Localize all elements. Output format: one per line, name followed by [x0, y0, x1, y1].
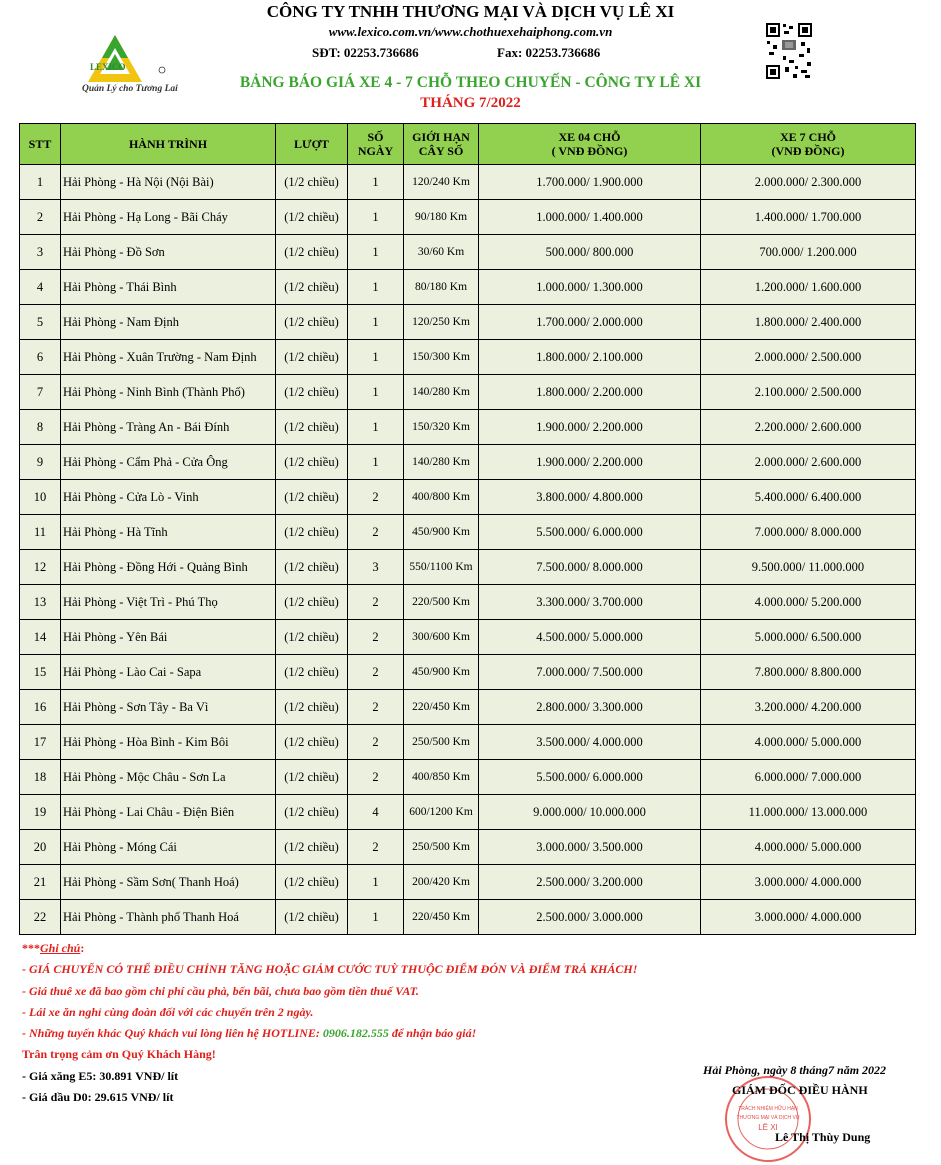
fax-number: Fax: 02253.736686	[497, 45, 601, 60]
cell-days: 1	[348, 445, 404, 480]
cell-route: Hải Phòng - Mộc Châu - Sơn La	[61, 760, 276, 795]
company-name: CÔNG TY TNHH THƯƠNG MẠI VÀ DỊCH VỤ LÊ XI	[266, 2, 675, 21]
cell-km: 550/1100 Km	[404, 550, 479, 585]
cell-price-4-seat: 7.000.000/ 7.500.000	[479, 655, 701, 690]
table-row	[20, 900, 916, 935]
cell-km: 140/280 Km	[404, 375, 479, 410]
cell-days: 2	[348, 515, 404, 550]
cell-km: 30/60 Km	[404, 235, 479, 270]
col-header-route: HÀNH TRÌNH	[61, 124, 276, 165]
cell-km: 140/280 Km	[404, 445, 479, 480]
col-header-stt: STT	[20, 124, 61, 165]
cell-price-7-seat: 3.200.000/ 4.200.000	[701, 690, 916, 725]
cell-route: Hải Phòng - Việt Trì - Phú Thọ	[61, 585, 276, 620]
cell-days: 1	[348, 865, 404, 900]
cell-trip: (1/2 chiều)	[276, 900, 348, 935]
signature-name: Lê Thị Thùy Dung	[775, 1130, 871, 1144]
cell-km: 90/180 Km	[404, 200, 479, 235]
logo-text: LEXICO	[90, 62, 126, 72]
cell-stt: 19	[20, 795, 61, 830]
cell-km: 400/850 Km	[404, 760, 479, 795]
cell-price-4-seat: 2.500.000/ 3.000.000	[479, 900, 701, 935]
notes-section	[22, 938, 637, 1108]
cell-trip: (1/2 chiều)	[276, 340, 348, 375]
cell-price-4-seat: 5.500.000/ 6.000.000	[479, 515, 701, 550]
cell-price-4-seat: 1.900.000/ 2.200.000	[479, 445, 701, 480]
cell-km: 450/900 Km	[404, 515, 479, 550]
document-header	[0, 0, 941, 120]
cell-km: 400/800 Km	[404, 480, 479, 515]
col-header-days	[348, 124, 404, 165]
cell-km: 250/500 Km	[404, 830, 479, 865]
table-row	[20, 585, 916, 620]
cell-price-4-seat: 1.000.000/ 1.300.000	[479, 270, 701, 305]
table-row	[20, 830, 916, 865]
note-line-4-end: để nhận báo giá!	[391, 1026, 477, 1041]
notes-stars: ***	[22, 941, 40, 955]
table-header-row	[20, 124, 916, 165]
cell-price-7-seat: 11.000.000/ 13.000.000	[701, 795, 916, 830]
cell-days: 2	[348, 480, 404, 515]
table-row	[20, 655, 916, 690]
cell-trip: (1/2 chiều)	[276, 760, 348, 795]
cell-price-4-seat: 3.300.000/ 3.700.000	[479, 585, 701, 620]
cell-trip: (1/2 chiều)	[276, 550, 348, 585]
cell-stt: 16	[20, 690, 61, 725]
cell-trip: (1/2 chiều)	[276, 585, 348, 620]
cell-price-7-seat: 2.000.000/ 2.300.000	[701, 165, 916, 200]
cell-days: 2	[348, 620, 404, 655]
cell-trip: (1/2 chiều)	[276, 865, 348, 900]
cell-days: 1	[348, 305, 404, 340]
cell-stt: 12	[20, 550, 61, 585]
cell-trip: (1/2 chiều)	[276, 515, 348, 550]
cell-price-7-seat: 1.200.000/ 1.600.000	[701, 270, 916, 305]
cell-route: Hải Phòng - Yên Bái	[61, 620, 276, 655]
cell-days: 1	[348, 375, 404, 410]
cell-days: 1	[348, 410, 404, 445]
table-row	[20, 795, 916, 830]
cell-stt: 22	[20, 900, 61, 935]
cell-route: Hải Phòng - Lai Châu - Điện Biên	[61, 795, 276, 830]
col-header-km-line1: GIỚI HẠN	[412, 130, 470, 144]
table-row	[20, 445, 916, 480]
cell-price-7-seat: 1.800.000/ 2.400.000	[701, 305, 916, 340]
cell-route: Hải Phòng - Hà Nội (Nội Bài)	[61, 165, 276, 200]
cell-route: Hải Phòng - Thành phố Thanh Hoá	[61, 900, 276, 935]
cell-days: 3	[348, 550, 404, 585]
cell-stt: 2	[20, 200, 61, 235]
cell-price-4-seat: 4.500.000/ 5.000.000	[479, 620, 701, 655]
cell-km: 120/240 Km	[404, 165, 479, 200]
cell-days: 2	[348, 760, 404, 795]
notes-header-label: Ghi chú	[40, 941, 81, 955]
page-title: BẢNG BÁO GIÁ XE 4 - 7 CHỖ THEO CHUYẾN - CÔNG TY LÊ XI	[239, 74, 702, 91]
cell-route: Hải Phòng - Hà Tĩnh	[61, 515, 276, 550]
note-line-4	[22, 1023, 637, 1044]
thanks-line: Trân trọng cảm ơn Quý Khách Hàng!	[22, 1047, 216, 1062]
cell-trip: (1/2 chiều)	[276, 795, 348, 830]
signature-date: Hải Phòng, ngày 8 tháng7 năm 2022	[703, 1063, 887, 1077]
table-row	[20, 270, 916, 305]
cell-price-7-seat: 4.000.000/ 5.000.000	[701, 725, 916, 760]
cell-stt: 15	[20, 655, 61, 690]
cell-trip: (1/2 chiều)	[276, 270, 348, 305]
cell-stt: 10	[20, 480, 61, 515]
note-line-3: - Lái xe ăn nghỉ cùng đoàn đối với các chuyến trên 2 ngày.	[22, 1004, 314, 1019]
note-line-1: - GIÁ CHUYẾN CÓ THỂ ĐIỀU CHỈNH TĂNG HOẶC GIẢM CƯỚC TUỲ THUỘC ĐIỂM ĐÓN VÀ ĐIỂM TRẢ KHÁCH!	[22, 962, 638, 977]
cell-price-4-seat: 5.500.000/ 6.000.000	[479, 760, 701, 795]
table-row	[20, 235, 916, 270]
cell-days: 4	[348, 795, 404, 830]
cell-price-4-seat: 2.500.000/ 3.200.000	[479, 865, 701, 900]
cell-route: Hải Phòng - Thái Bình	[61, 270, 276, 305]
cell-stt: 7	[20, 375, 61, 410]
cell-route: Hải Phòng - Xuân Trường - Nam Định	[61, 340, 276, 375]
col-header-days-line1: SỐ	[367, 130, 384, 144]
cell-stt: 6	[20, 340, 61, 375]
cell-route: Hải Phòng - Hòa Bình - Kim Bôi	[61, 725, 276, 760]
cell-trip: (1/2 chiều)	[276, 830, 348, 865]
cell-price-4-seat: 1.800.000/ 2.200.000	[479, 375, 701, 410]
cell-km: 200/420 Km	[404, 865, 479, 900]
table-row	[20, 375, 916, 410]
cell-route: Hải Phòng - Sầm Sơn( Thanh Hoá)	[61, 865, 276, 900]
cell-route: Hải Phòng - Tràng An - Bái Đính	[61, 410, 276, 445]
cell-trip: (1/2 chiều)	[276, 200, 348, 235]
cell-stt: 8	[20, 410, 61, 445]
cell-route: Hải Phòng - Đồ Sơn	[61, 235, 276, 270]
cell-trip: (1/2 chiều)	[276, 165, 348, 200]
qr-code-icon	[765, 22, 813, 80]
col-header-car7	[701, 124, 916, 165]
cell-route: Hải Phòng - Cẩm Phả - Cửa Ông	[61, 445, 276, 480]
cell-price-4-seat: 3.000.000/ 3.500.000	[479, 830, 701, 865]
table-row	[20, 515, 916, 550]
table-row	[20, 480, 916, 515]
cell-stt: 18	[20, 760, 61, 795]
cell-price-7-seat: 3.000.000/ 4.000.000	[701, 900, 916, 935]
cell-price-7-seat: 2.100.000/ 2.500.000	[701, 375, 916, 410]
cell-route: Hải Phòng - Nam Định	[61, 305, 276, 340]
hotline-number[interactable]: 0906.182.555	[322, 1026, 389, 1041]
cell-km: 80/180 Km	[404, 270, 479, 305]
table-row	[20, 550, 916, 585]
cell-price-4-seat: 500.000/ 800.000	[479, 235, 701, 270]
cell-price-7-seat: 4.000.000/ 5.000.000	[701, 830, 916, 865]
svg-text:TRÁCH NHIỆM HỮU HẠN: TRÁCH NHIỆM HỮU HẠN	[738, 1106, 798, 1112]
col-header-km	[404, 124, 479, 165]
cell-price-7-seat: 4.000.000/ 5.200.000	[701, 585, 916, 620]
cell-km: 220/450 Km	[404, 690, 479, 725]
cell-price-7-seat: 9.500.000/ 11.000.000	[701, 550, 916, 585]
cell-price-4-seat: 9.000.000/ 10.000.000	[479, 795, 701, 830]
note-line-4-start: - Những tuyến khác Quý khách vui lòng liên hệ HOTLINE:	[22, 1026, 320, 1041]
cell-km: 220/500 Km	[404, 585, 479, 620]
cell-trip: (1/2 chiều)	[276, 725, 348, 760]
cell-price-7-seat: 3.000.000/ 4.000.000	[701, 865, 916, 900]
cell-price-7-seat: 7.800.000/ 8.800.000	[701, 655, 916, 690]
cell-stt: 20	[20, 830, 61, 865]
cell-route: Hải Phòng - Hạ Long - Bãi Cháy	[61, 200, 276, 235]
col-header-car4	[479, 124, 701, 165]
cell-price-7-seat: 2.200.000/ 2.600.000	[701, 410, 916, 445]
cell-days: 1	[348, 900, 404, 935]
table-row	[20, 760, 916, 795]
cell-stt: 17	[20, 725, 61, 760]
col-header-days-line2: NGÀY	[357, 144, 394, 158]
cell-trip: (1/2 chiều)	[276, 480, 348, 515]
cell-trip: (1/2 chiều)	[276, 620, 348, 655]
cell-km: 300/600 Km	[404, 620, 479, 655]
col-header-car4-line1: XE 04 CHỖ	[558, 130, 621, 144]
cell-price-4-seat: 3.800.000/ 4.800.000	[479, 480, 701, 515]
svg-text:THƯƠNG MẠI VÀ DỊCH VỤ: THƯƠNG MẠI VÀ DỊCH VỤ	[736, 1115, 800, 1121]
cell-km: 150/320 Km	[404, 410, 479, 445]
cell-stt: 5	[20, 305, 61, 340]
col-header-car4-line2: ( VNĐ ĐỒNG)	[551, 144, 628, 158]
col-header-car7-line2: (VNĐ ĐỒNG)	[771, 144, 845, 158]
cell-km: 150/300 Km	[404, 340, 479, 375]
petrol-price: - Giá xăng E5: 30.891 VNĐ/ lít	[22, 1068, 179, 1083]
table-row	[20, 305, 916, 340]
cell-days: 1	[348, 235, 404, 270]
cell-price-7-seat: 5.400.000/ 6.400.000	[701, 480, 916, 515]
table-row	[20, 340, 916, 375]
cell-price-4-seat: 1.700.000/ 2.000.000	[479, 305, 701, 340]
cell-price-4-seat: 7.500.000/ 8.000.000	[479, 550, 701, 585]
cell-days: 2	[348, 585, 404, 620]
cell-km: 250/500 Km	[404, 725, 479, 760]
col-header-km-line2: CÂY SỐ	[418, 144, 464, 158]
cell-stt: 21	[20, 865, 61, 900]
table-row	[20, 725, 916, 760]
table-row	[20, 690, 916, 725]
cell-stt: 11	[20, 515, 61, 550]
cell-trip: (1/2 chiều)	[276, 375, 348, 410]
cell-stt: 3	[20, 235, 61, 270]
notes-header	[22, 938, 637, 959]
cell-price-7-seat: 6.000.000/ 7.000.000	[701, 760, 916, 795]
table-row	[20, 865, 916, 900]
cell-route: Hải Phòng - Đồng Hới - Quảng Bình	[61, 550, 276, 585]
cell-km: 120/250 Km	[404, 305, 479, 340]
col-header-car7-line1: XE 7 CHỖ	[779, 130, 836, 144]
cell-trip: (1/2 chiều)	[276, 655, 348, 690]
cell-route: Hải Phòng - Cửa Lò - Vinh	[61, 480, 276, 515]
table-row	[20, 410, 916, 445]
cell-days: 1	[348, 200, 404, 235]
cell-days: 1	[348, 165, 404, 200]
cell-trip: (1/2 chiều)	[276, 410, 348, 445]
cell-price-4-seat: 1.000.000/ 1.400.000	[479, 200, 701, 235]
cell-route: Hải Phòng - Ninh Bình (Thành Phố)	[61, 375, 276, 410]
cell-stt: 4	[20, 270, 61, 305]
cell-km: 600/1200 Km	[404, 795, 479, 830]
cell-price-7-seat: 1.400.000/ 1.700.000	[701, 200, 916, 235]
signature-title: GIÁM ĐỐC ĐIỀU HÀNH	[732, 1083, 868, 1097]
cell-days: 2	[348, 830, 404, 865]
month-label: THÁNG 7/2022	[420, 95, 521, 111]
table-row	[20, 620, 916, 655]
cell-route: Hải Phòng - Sơn Tây - Ba Vì	[61, 690, 276, 725]
cell-stt: 1	[20, 165, 61, 200]
table-row	[20, 165, 916, 200]
cell-price-4-seat: 1.800.000/ 2.100.000	[479, 340, 701, 375]
cell-km: 450/900 Km	[404, 655, 479, 690]
phone-number: SĐT: 02253.736686	[312, 45, 419, 60]
cell-route: Hải Phòng - Lào Cai - Sapa	[61, 655, 276, 690]
cell-km: 220/450 Km	[404, 900, 479, 935]
cell-price-7-seat: 700.000/ 1.200.000	[701, 235, 916, 270]
cell-price-4-seat: 1.700.000/ 1.900.000	[479, 165, 701, 200]
website-link[interactable]: www.lexico.com.vn/www.chothuexehaiphong.com.vn	[328, 24, 613, 39]
table-body	[20, 165, 916, 935]
note-line-2: - Giá thuê xe đã bao gồm chi phí cầu phà, bến bãi, chưa bao gồm tiền thuế VAT.	[22, 983, 419, 998]
logo-slogan: Quản Lý cho Tương Lai	[82, 84, 178, 94]
diesel-price: - Giá dầu D0: 29.615 VNĐ/ lít	[22, 1090, 174, 1105]
svg-text:LÊ XI: LÊ XI	[758, 1123, 778, 1132]
cell-trip: (1/2 chiều)	[276, 690, 348, 725]
notes-colon: :	[80, 941, 85, 955]
cell-trip: (1/2 chiều)	[276, 445, 348, 480]
cell-price-7-seat: 2.000.000/ 2.500.000	[701, 340, 916, 375]
price-table	[19, 123, 916, 935]
cell-days: 2	[348, 725, 404, 760]
cell-trip: (1/2 chiều)	[276, 235, 348, 270]
cell-days: 2	[348, 690, 404, 725]
cell-price-4-seat: 2.800.000/ 3.300.000	[479, 690, 701, 725]
cell-days: 1	[348, 270, 404, 305]
col-header-trip: LƯỢT	[276, 124, 348, 165]
cell-days: 2	[348, 655, 404, 690]
table-row	[20, 200, 916, 235]
cell-stt: 13	[20, 585, 61, 620]
cell-price-4-seat: 3.500.000/ 4.000.000	[479, 725, 701, 760]
cell-route: Hải Phòng - Móng Cái	[61, 830, 276, 865]
cell-stt: 14	[20, 620, 61, 655]
cell-price-7-seat: 7.000.000/ 8.000.000	[701, 515, 916, 550]
cell-stt: 9	[20, 445, 61, 480]
cell-price-7-seat: 5.000.000/ 6.500.000	[701, 620, 916, 655]
cell-trip: (1/2 chiều)	[276, 305, 348, 340]
cell-price-4-seat: 1.900.000/ 2.200.000	[479, 410, 701, 445]
cell-price-7-seat: 2.000.000/ 2.600.000	[701, 445, 916, 480]
cell-days: 1	[348, 340, 404, 375]
